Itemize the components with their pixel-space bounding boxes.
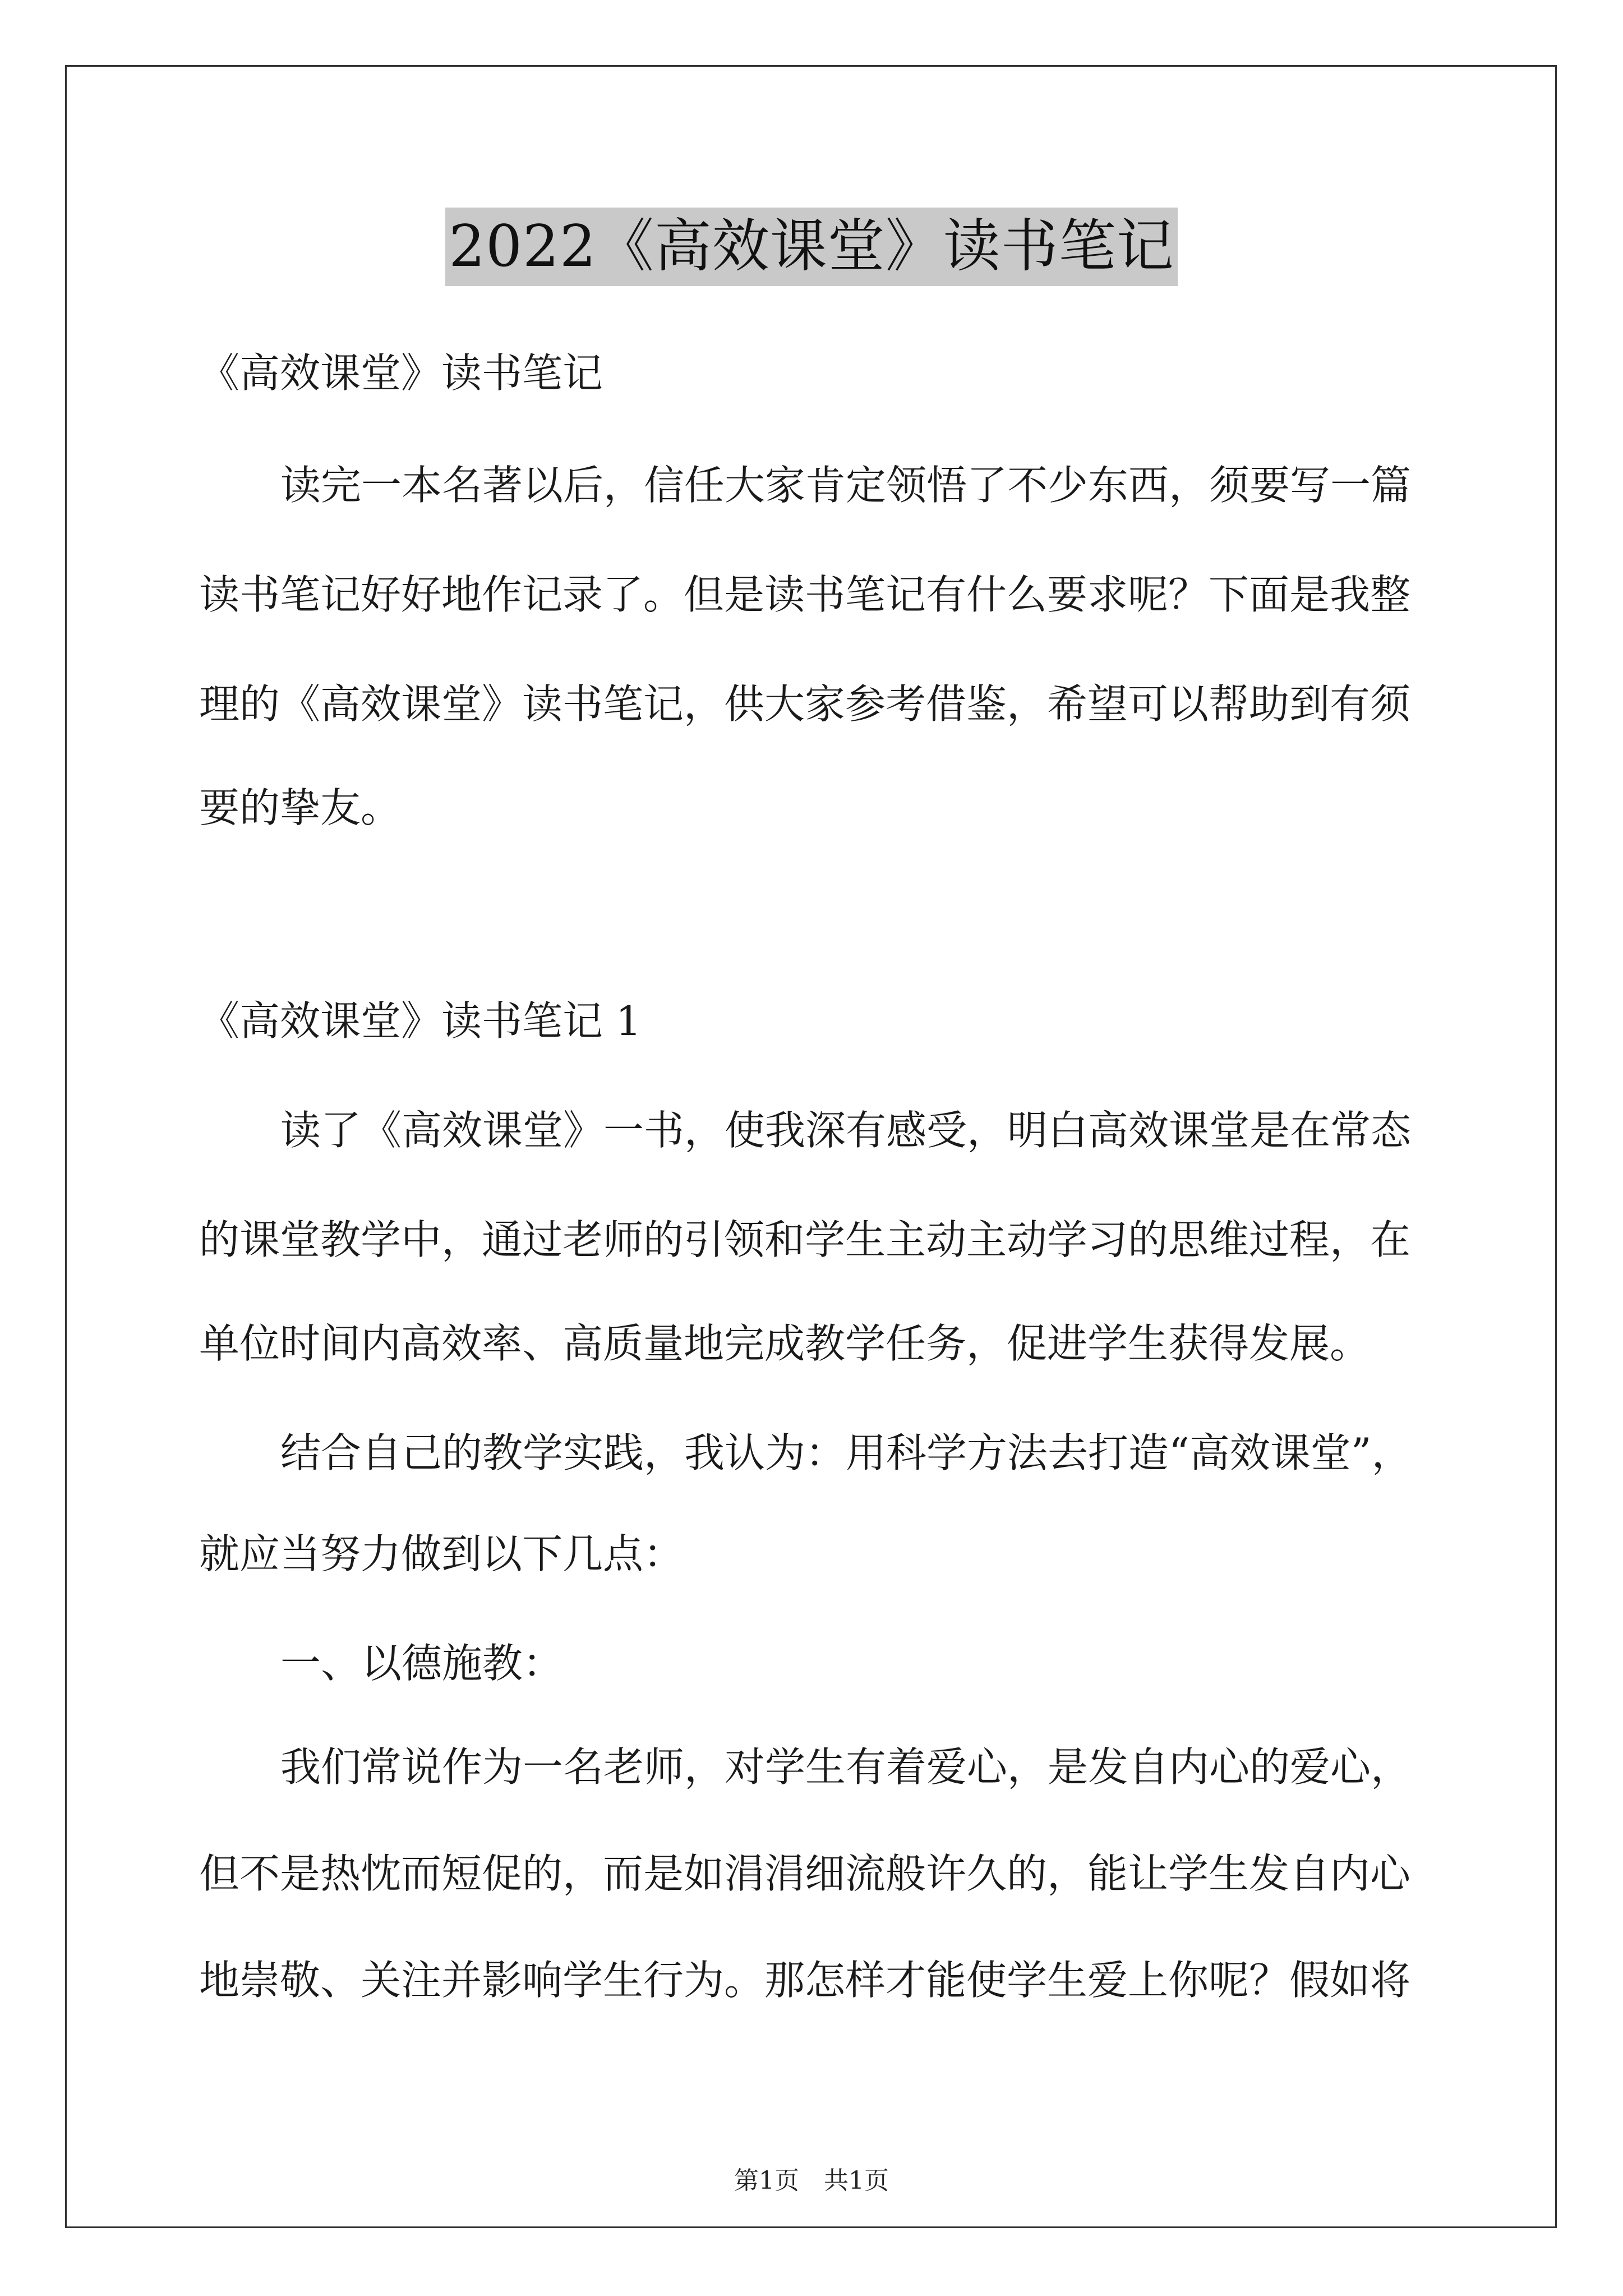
section-heading: 《高效课堂》读书笔记 1 (199, 997, 642, 1045)
page-footer: 第1页 共1页 (734, 2166, 889, 2195)
paragraph-line: 理的《高效课堂》读书笔记，供大家参考借鉴，希望可以帮助到有须 (199, 680, 1411, 728)
paragraph-line: 地崇敬、关注并影响学生行为。那怎样才能使学生爱上你呢？假如将 (199, 1957, 1411, 2004)
document-title: 2022《高效课堂》读书笔记 (445, 208, 1178, 286)
paragraph-line: 我们常说作为一名老师，对学生有着爱心，是发自内心的爱心， (280, 1743, 1412, 1791)
list-heading: 一、以德施教： (280, 1640, 564, 1687)
title-container (0, 208, 1623, 286)
paragraph-line: 读书笔记好好地作记录了。但是读书笔记有什么要求呢？下面是我整 (199, 571, 1411, 618)
paragraph-line: 要的挚友。 (199, 784, 402, 831)
paragraph-line: 单位时间内高效率、高质量地完成教学任务，促进学生获得发展。 (199, 1320, 1371, 1367)
paragraph-line: 就应当努力做到以下几点： (199, 1530, 684, 1577)
section-heading: 《高效课堂》读书笔记 (199, 349, 603, 397)
paragraph-line: 的课堂教学中，通过老师的引领和学生主动主动学习的思维过程，在 (199, 1216, 1411, 1263)
paragraph-line: 读完一本名著以后，信任大家肯定领悟了不少东西，须要写一篇 (280, 462, 1412, 509)
paragraph-line: 结合自己的教学实践，我认为：用科学方法去打造“高效课堂”， (280, 1429, 1412, 1476)
paragraph-line: 读了《高效课堂》一书，使我深有感受，明白高效课堂是在常态 (280, 1107, 1412, 1154)
paragraph-line: 但不是热忱而短促的，而是如涓涓细流般许久的，能让学生发自内心 (199, 1850, 1411, 1897)
